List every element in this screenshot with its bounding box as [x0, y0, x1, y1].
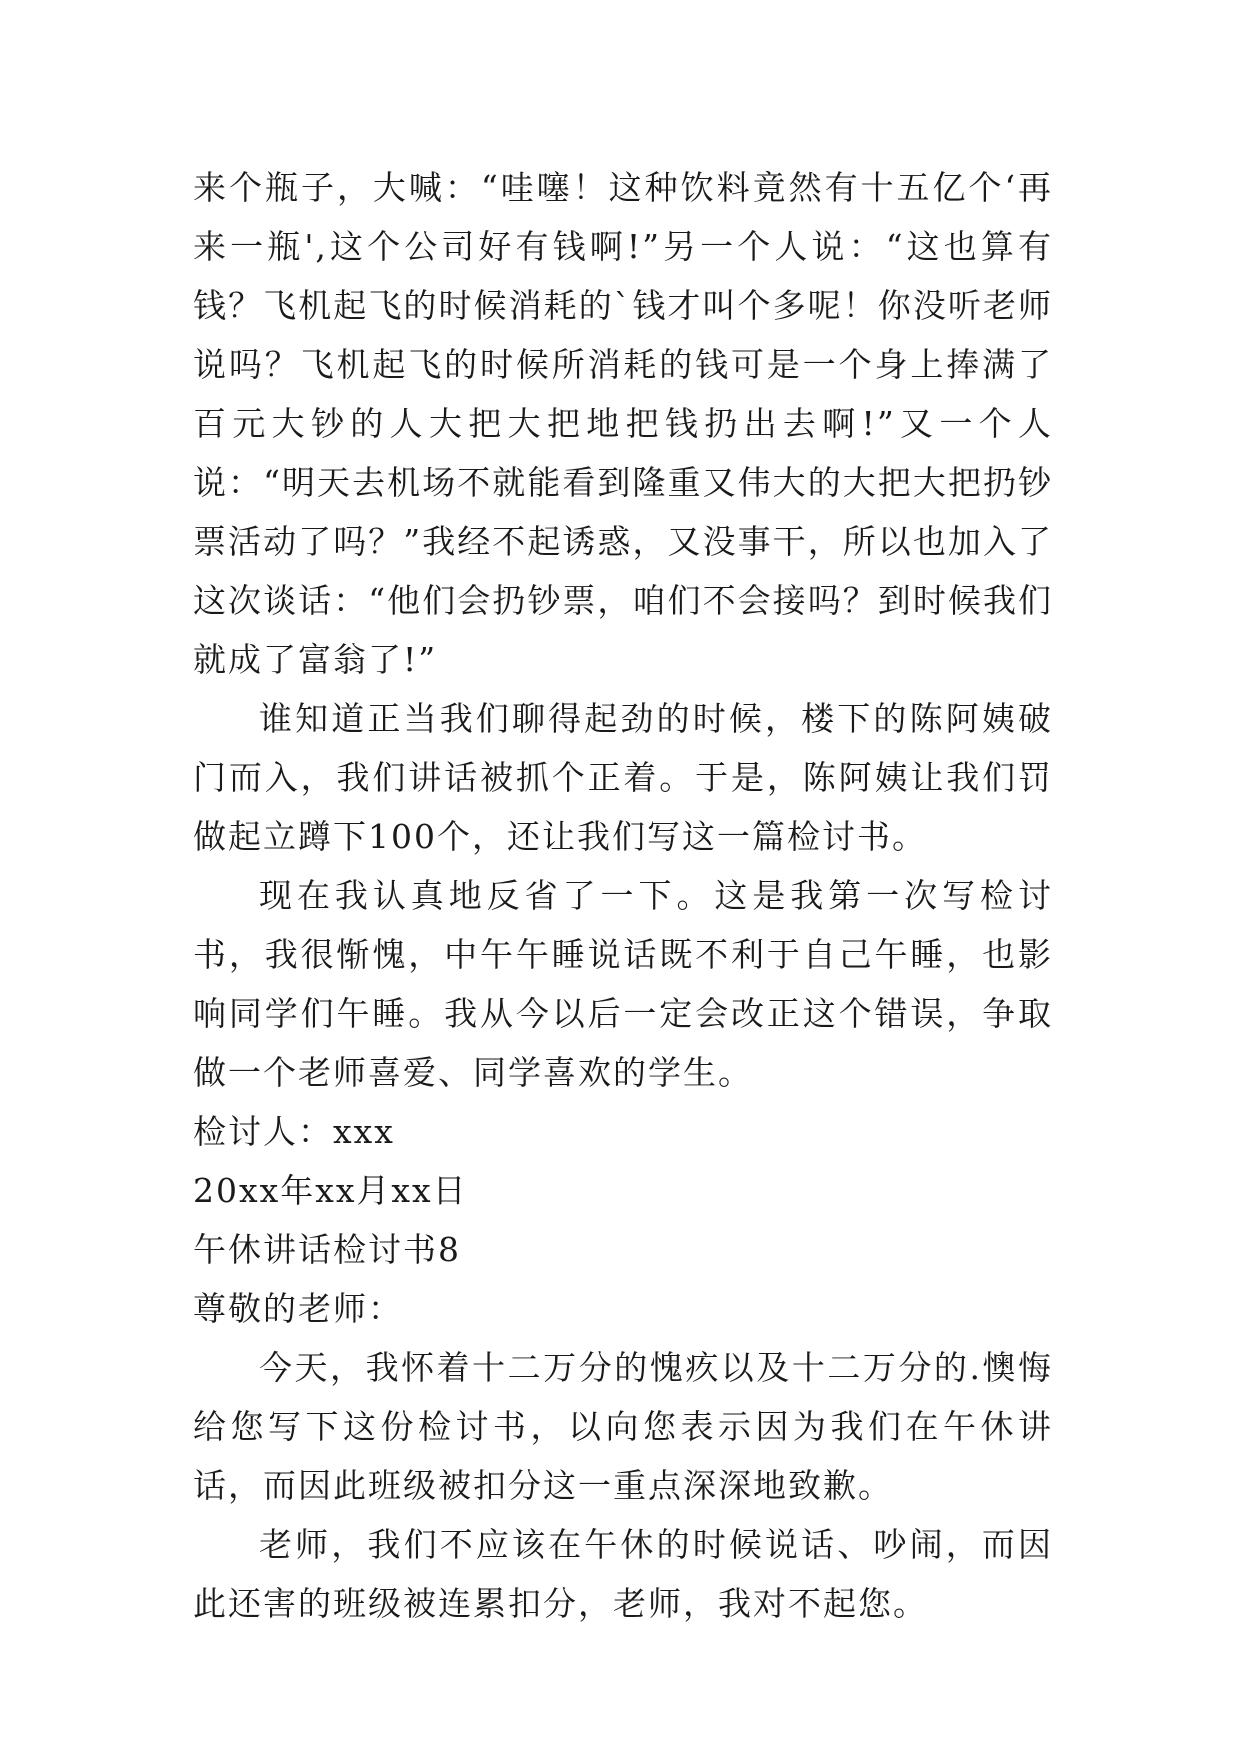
paragraph-reflection: 现在我认真地反省了一下。这是我第一次写检讨书，我很惭愧，中午午睡说话既不利于自己午睡，也影响同学们午睡。我从今以后一定会改正这个错误，争取做一个老师喜爱、同学喜欢的学生。: [193, 876, 1053, 1092]
signature-line: 检讨人：xxx: [193, 1112, 395, 1151]
paragraph-story-continuation: 来个瓶子，大喊：“哇噻！这种饮料竟然有十五亿个‘再来一瓶',这个公司好有钱啊!”另一个人说：“这也算有钱？飞机起飞的时候消耗的`钱才叫个多呢！你没听老师说吗？飞机起飞的时候所消耗的钱可是一个身上捧满了百元大钞的人大把大把地把钱扔出去啊!”又一个人说：“明天去机场不就能看到隆重又伟大的大把大把扔钞票活动了吗？”我经不起诱惑，又没事干，所以也加入了这次谈话：“他们会扔钞票，咱们不会接吗？到时候我们就成了富翁了!”: [193, 168, 1053, 679]
paragraph-apology: 今天，我怀着十二万分的愧疚以及十二万分的.懊悔给您写下这份检讨书，以向您表示因为我们在午休讲话，而因此班级被扣分这一重点深深地致歉。: [193, 1348, 1053, 1505]
date-line: 20xx年xx月xx日: [193, 1171, 468, 1210]
salutation: 尊敬的老师：: [193, 1289, 403, 1328]
document-body: [193, 158, 1053, 1633]
paragraph-regret: 老师，我们不应该在午休的时候说话、吵闹，而因此还害的班级被连累扣分，老师，我对不起您。: [193, 1525, 1053, 1623]
paragraph-caught-talking: 谁知道正当我们聊得起劲的时候，楼下的陈阿姨破门而入，我们讲话被抓个正着。于是，陈阿姨让我们罚做起立蹲下100个，还让我们写这一篇检讨书。: [193, 699, 1053, 856]
section-heading: 午休讲话检讨书8: [193, 1230, 461, 1269]
